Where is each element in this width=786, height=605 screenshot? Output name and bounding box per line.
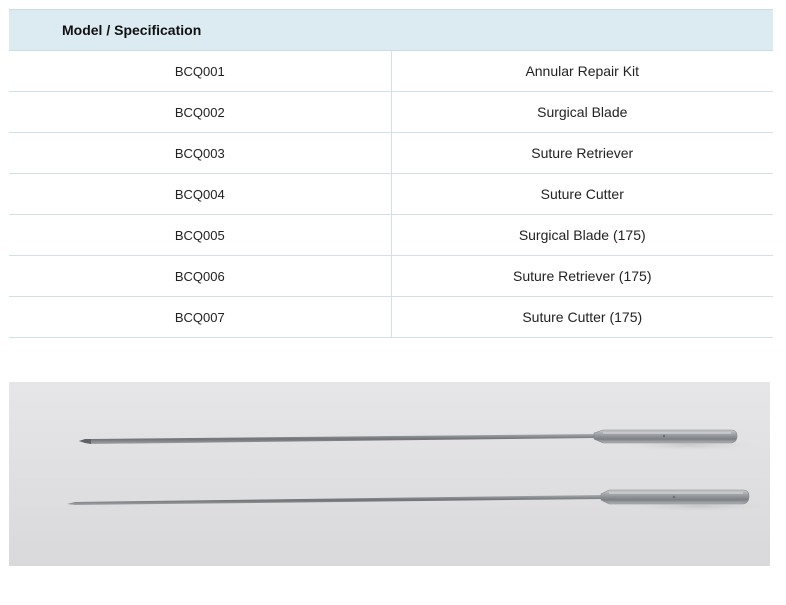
model-cell: BCQ007 [9,297,391,338]
model-cell: BCQ006 [9,256,391,297]
name-cell: Suture Cutter [391,174,773,215]
model-cell: BCQ003 [9,133,391,174]
instrument-upper [79,430,759,451]
name-cell: Annular Repair Kit [391,51,773,92]
table-row [9,174,773,215]
model-cell: BCQ004 [9,174,391,215]
model-cell: BCQ001 [9,51,391,92]
table-row [9,297,773,338]
name-cell: Suture Retriever (175) [391,256,773,297]
table-row [9,256,773,297]
table-header: Model / Specification [9,10,773,51]
table-row [9,51,773,92]
surgical-instruments-photo [9,382,770,566]
spec-table [9,9,773,338]
instrument-lower [67,490,770,512]
table-header-row [9,10,773,51]
name-cell: Surgical Blade [391,92,773,133]
table-row [9,92,773,133]
product-photo [9,382,770,566]
table-row [9,133,773,174]
table-row [9,215,773,256]
name-cell: Suture Retriever [391,133,773,174]
name-cell: Suture Cutter (175) [391,297,773,338]
name-cell: Surgical Blade (175) [391,215,773,256]
model-cell: BCQ005 [9,215,391,256]
model-cell: BCQ002 [9,92,391,133]
